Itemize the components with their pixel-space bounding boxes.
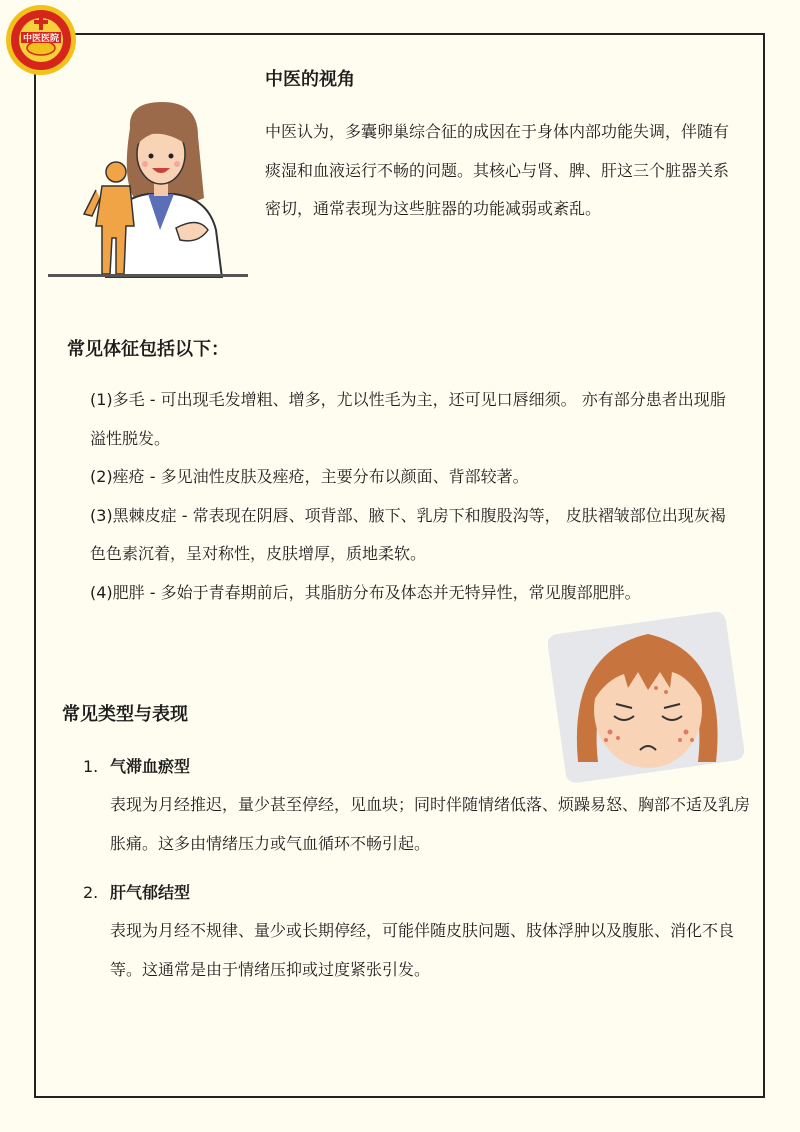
- type-item-liver-qi: [83, 882, 753, 989]
- sign-item-acne: (2)痤疮 - 多见油性皮肤及痤疮，主要分布以颜面、背部较著。: [90, 467, 529, 486]
- signs-list: [90, 381, 736, 612]
- types-section-title: 常见类型与表现: [62, 704, 188, 725]
- type-number: 2.: [83, 883, 99, 902]
- tcm-section-body: 中医认为，多囊卵巢综合征的成因在于身体内部功能失调，伴随有痰湿和血液运行不畅的问题。其核心与肾、脾、肝这三个脏器关系密切，通常表现为这些脏器的功能减弱或紊乱。: [265, 122, 730, 218]
- logo-text: 中医医院: [22, 34, 60, 44]
- type-description: 表现为月经推迟，量少甚至停经，见血块；同时伴随情绪低落、烦躁易怒、胸部不适及乳房胀痛。这多由情绪压力或气血循环不畅引起。: [110, 795, 751, 853]
- sign-item-obesity: (4)肥胖 - 多始于青春期前后，其脂肪分布及体态并无特异性，常见腹部肥胖。: [90, 582, 641, 602]
- type-name: 肝气郁结型: [110, 883, 191, 902]
- sign-item-acanthosis: (3)黑棘皮症 - 常表现在阴唇、项背部、腋下、乳房下和腹股沟等， 皮肤褶皱部位出现灰褐色色素沉着，呈对称性，皮肤增厚，质地柔软。: [90, 505, 726, 563]
- type-number: 1.: [83, 757, 99, 776]
- tcm-section-title: 中医的视角: [265, 69, 355, 90]
- medical-institution-seal-icon: [5, 4, 77, 76]
- sign-item-hirsutism: (1)多毛 - 可出现毛发增粗、增多，尤以性毛为主，还可见口唇细须。 亦有部分患者出现脂溢性脱发。: [90, 390, 726, 448]
- type-description: 表现为月经不规律、量少或长期停经，可能伴随皮肤问题、肢体浮肿以及腹胀、消化不良等。这通常是由于情绪压抑或过度紧张引发。: [110, 921, 735, 979]
- doctor-with-acupuncture-model-icon: [48, 98, 248, 278]
- signs-section-title: 常见体征包括以下：: [67, 339, 229, 360]
- type-name: 气滞血瘀型: [110, 757, 191, 776]
- sad-girl-with-acne-icon: [548, 612, 748, 784]
